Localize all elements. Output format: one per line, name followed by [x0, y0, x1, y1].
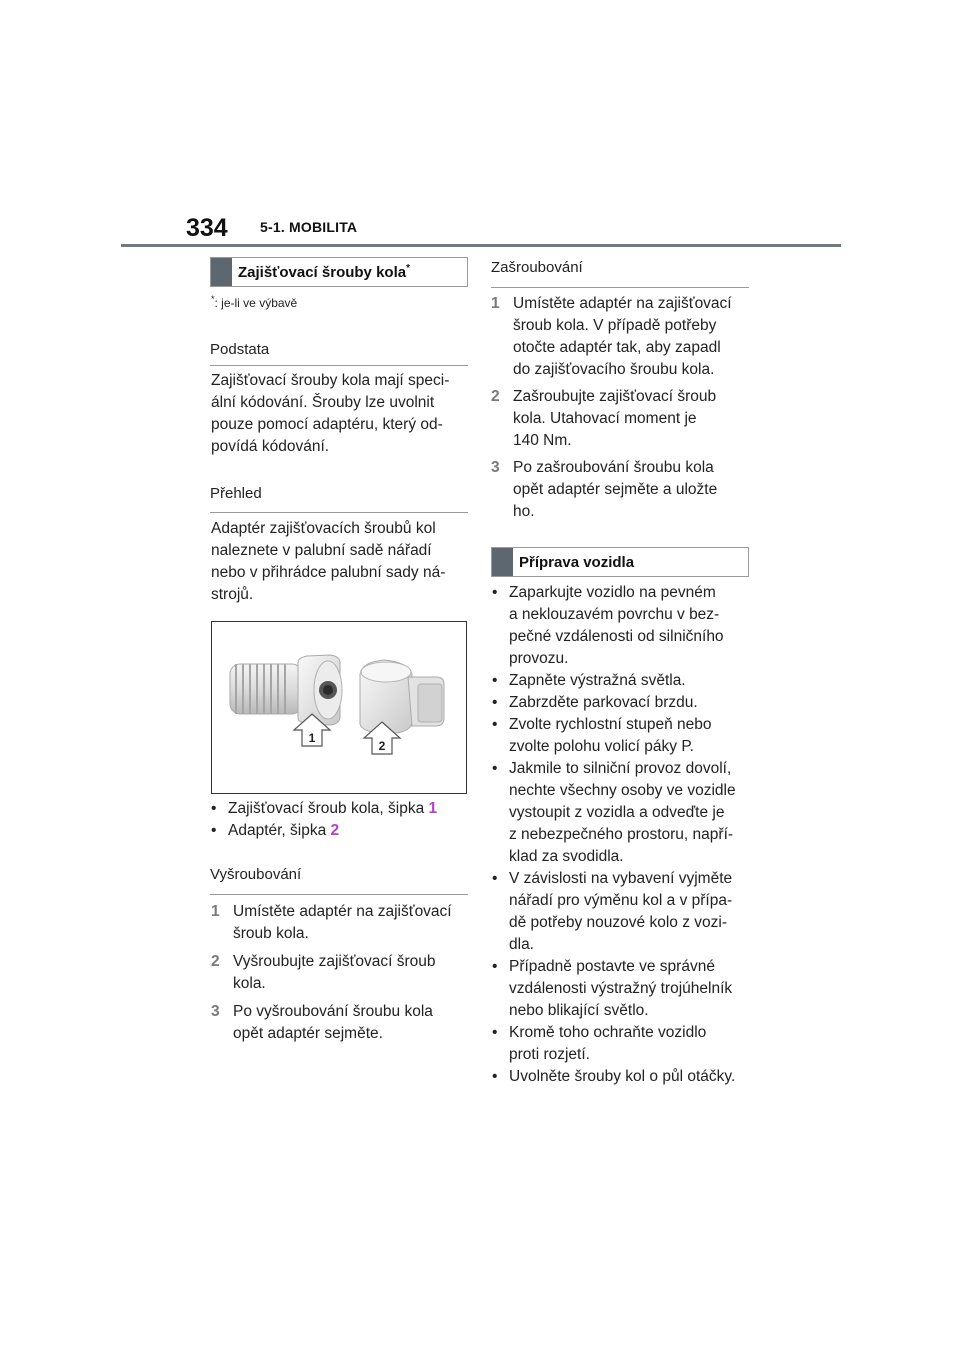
figure-lock-bolt-and-adapter: [211, 621, 467, 794]
box-heading-vehicle-prep: [491, 547, 749, 577]
list-item: • Jakmile to silniční provoz dovolí, nechte všechny osoby ve vozidle vystoupit z vozidla a odveďte je z nebezpečného prostoru, napří- klad za svodidla.: [487, 758, 757, 868]
paragraph-principle: Zajišťovací šrouby kola mají speci- ální kódování. Šrouby lze uvolnit pouze pomocí adaptéru, který od- povídá kódování.: [211, 372, 450, 455]
list-item: • Uvolněte šrouby kol o půl otáčky.: [487, 1066, 757, 1088]
box-heading-label: Zajišťovací šrouby kola*: [238, 263, 410, 281]
list-item: • Případně postavte ve správné vzdálenosti výstražný trojúhelník nebo blikající světlo.: [487, 956, 757, 1022]
arrow-1-label: 1: [308, 731, 316, 745]
box-heading-label: Příprava vozidla: [519, 553, 635, 571]
screw-step-1: 1 Umístěte adaptér na zajišťovací šroub kola. V případě potřeby otočte adaptér tak, aby zapadl do zajišťovacího šroubu kola.: [491, 295, 732, 378]
unscrew-step-1: 1 Umístěte adaptér na zajišťovací šroub kola.: [211, 903, 452, 942]
bolt-thread: [230, 664, 302, 714]
header-rule: [121, 244, 841, 247]
unscrew-step-2: 2 Vyšroubujte zajišťovací šroub kola.: [211, 953, 436, 992]
screw-step-2: 2 Zašroubujte zajišťovací šroub kola. Utahovací moment je 140 Nm.: [491, 388, 717, 449]
legend-item: • Adaptér, šipka 2: [206, 820, 468, 842]
list-item: • V závislosti na vybavení vyjměte nářadí pro výměnu kol a v přípa- dě potřeby nouzové kolo z vozi- dla.: [487, 868, 757, 956]
subheading-unscrewing: Vyšroubování: [210, 866, 468, 895]
list-item: • Zabrzděte parkovací brzdu.: [487, 692, 757, 714]
prep-bullet-list: [487, 582, 757, 1088]
arrow-2-label: 2: [378, 739, 386, 753]
footnote: *: je-li ve výbavě: [211, 294, 298, 310]
heading-bar: [492, 548, 513, 576]
figure-legend: [206, 798, 468, 842]
subheading-overview: Přehled: [210, 485, 468, 513]
page-number: 334: [186, 214, 228, 242]
list-item: • Zapněte výstražná světla.: [487, 670, 757, 692]
subheading-screwing-in: Zašroubování: [491, 259, 749, 288]
screw-step-3: 3 Po zašroubování šroubu kola opět adaptér sejměte a uložte ho.: [491, 459, 718, 520]
box-heading-wheel-locks: [210, 257, 468, 287]
heading-bar: [211, 258, 232, 286]
list-item: • Kromě toho ochraňte vozidlo proti rozjetí.: [487, 1022, 757, 1066]
paragraph-overview: Adaptér zajišťovacích šroubů kol naleznete v palubní sadě nářadí nebo v přihrádce palubní sady ná- strojů.: [211, 520, 446, 603]
unscrew-step-3: 3 Po vyšroubování šroubu kola opět adaptér sejměte.: [211, 1003, 433, 1042]
list-item: • Zaparkujte vozidlo na pevném a neklouzavém povrchu v bez- pečné vzdálenosti od silničního provozu.: [487, 582, 757, 670]
lock-bolt-illustration: [212, 622, 466, 793]
bolt-head: [298, 655, 342, 725]
list-item: • Zvolte rychlostní stupeň nebo zvolte polohu volicí páky P.: [487, 714, 757, 758]
adapter: [360, 660, 444, 734]
legend-item: • Zajišťovací šroub kola, šipka 1: [206, 798, 468, 820]
subheading-principle: Podstata: [210, 338, 468, 366]
section-title: 5-1. MOBILITA: [260, 219, 358, 235]
